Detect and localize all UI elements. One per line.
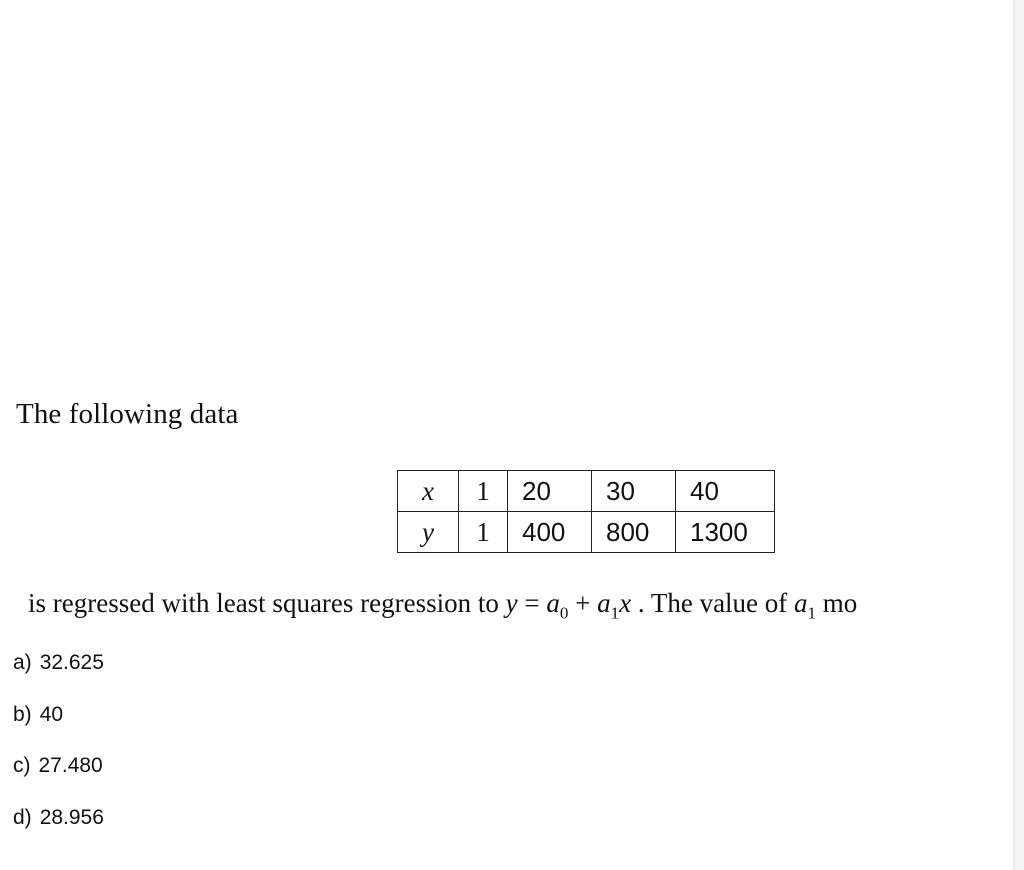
option-letter: c) (13, 754, 31, 777)
value-var-a: a (794, 588, 808, 618)
x-label-cell: x (398, 471, 459, 512)
intro-text: The following data (16, 398, 239, 430)
eq-a1-sub: 1 (610, 603, 620, 623)
answer-options (13, 648, 104, 854)
y-value-cell: 800 (592, 512, 676, 553)
eq-a0: a (546, 588, 560, 618)
eq-y: y (505, 588, 518, 618)
option-value: 27.480 (38, 754, 103, 777)
page-right-edge (1013, 0, 1024, 870)
data-table (397, 470, 775, 553)
y-value-cell: 1 (459, 512, 508, 553)
option-value: 28.956 (39, 805, 104, 829)
question-middle: . The value of (637, 588, 788, 618)
x-value-cell: 30 (592, 471, 676, 512)
option-letter: d) (13, 805, 32, 829)
x-value-cell: 20 (508, 471, 592, 512)
x-value-cell: 1 (459, 471, 508, 512)
option-c[interactable] (13, 751, 104, 803)
option-letter: b) (13, 702, 32, 726)
table-row-y (398, 512, 775, 553)
option-value: 32.625 (39, 651, 104, 674)
y-value-cell: 400 (508, 512, 592, 553)
question-prefix: is regressed with least squares regression to (28, 588, 499, 618)
value-variable (794, 588, 817, 623)
table-row-x (398, 471, 775, 512)
x-value-cell: 40 (676, 471, 775, 512)
value-var-sub: 1 (807, 603, 817, 623)
option-value: 40 (39, 702, 64, 726)
question-trailing: mo (822, 588, 858, 618)
eq-a0-sub: 0 (559, 603, 569, 623)
option-b[interactable] (13, 700, 104, 752)
y-label-cell: y (398, 512, 459, 553)
option-a[interactable] (13, 648, 104, 700)
eq-equals: = (517, 588, 547, 618)
option-d[interactable] (13, 803, 104, 855)
regression-equation (505, 588, 638, 623)
question-text (28, 588, 1010, 623)
eq-x: x (619, 588, 632, 618)
eq-plus: + (568, 588, 598, 618)
eq-a1: a (597, 588, 611, 618)
option-letter: a) (13, 651, 32, 674)
y-value-cell: 1300 (676, 512, 775, 553)
